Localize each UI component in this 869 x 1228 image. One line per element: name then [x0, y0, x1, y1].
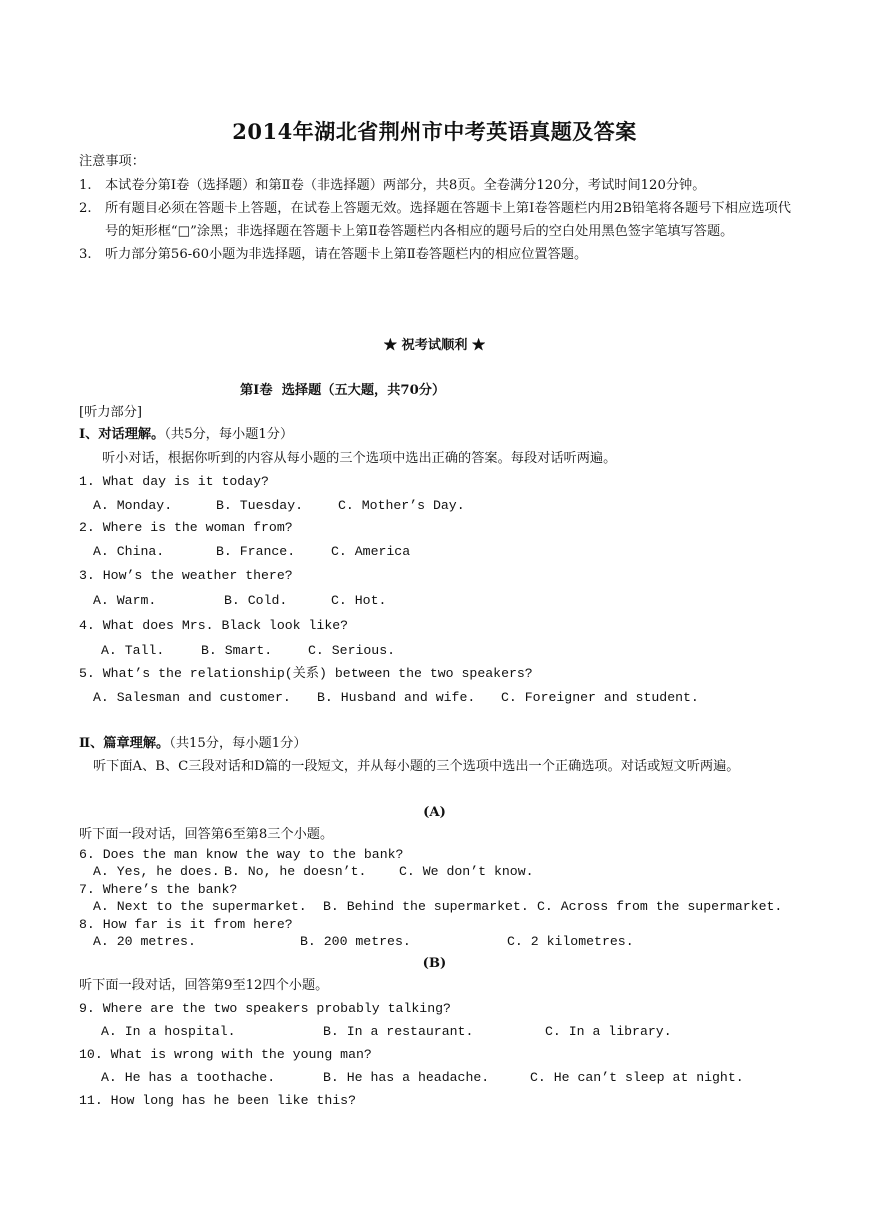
part1-heading: 第Ⅰ卷 选择题（五大题，共70分）	[240, 383, 446, 398]
note-text: 听力部分第56-60小题为非选择题，请在答题卡上第Ⅱ卷答题栏内的相应位置答题。	[105, 247, 588, 262]
listening-label: [听力部分]	[79, 405, 143, 420]
option-c: C. America	[331, 544, 411, 559]
option-a: A. Next to the supermarket.	[93, 899, 307, 914]
options-row	[0, 592, 869, 610]
option-a: A. Yes, he does.	[93, 864, 220, 879]
option-b: B. In a restaurant.	[323, 1024, 474, 1039]
option-c: C. Across from the supermarket.	[537, 899, 783, 914]
options-row	[0, 543, 869, 561]
section1-heading-rest: （共5分，每小题1分）	[164, 427, 294, 442]
options-row	[0, 497, 869, 515]
option-b: B. Husband and wife.	[317, 690, 476, 705]
page-title: 2014年湖北省荆州市中考英语真题及答案	[232, 119, 637, 144]
note-number: 1.	[79, 178, 92, 193]
option-c: C. He can’t sleep at night.	[530, 1070, 744, 1085]
question: 2. Where is the woman from?	[79, 520, 293, 535]
option-c: C. We don’t know.	[399, 864, 534, 879]
notes-list	[79, 174, 791, 266]
section1-instruction: 听小对话，根据你听到的内容从每小题的三个选项中选出正确的答案。每段对话听两遍。	[102, 451, 617, 466]
section2-heading-bold: Ⅱ、篇章理解。	[79, 736, 170, 751]
section2-heading-rest: （共15分，每小题1分）	[169, 736, 307, 751]
question: 8. How far is it from here?	[79, 917, 293, 932]
note-item	[79, 243, 791, 266]
option-b: B. France.	[216, 544, 296, 559]
option-a: A. He has a toothache.	[101, 1070, 276, 1085]
options-row	[0, 689, 869, 707]
question: 5. What’s the relationship(关系) between the two speakers?	[79, 666, 533, 681]
section2-heading	[79, 735, 307, 753]
option-b: B. 200 metres.	[300, 934, 411, 949]
option-c: C. 2 kilometres.	[507, 934, 634, 949]
part-a-label: (A)	[423, 805, 446, 820]
options-row	[0, 1069, 869, 1087]
note-number: 3.	[79, 247, 92, 262]
option-a: A. 20 metres.	[93, 934, 196, 949]
option-a: A. Monday.	[93, 498, 173, 513]
question: 1. What day is it today?	[79, 474, 269, 489]
question: 10. What is wrong with the young man?	[79, 1047, 372, 1062]
section1-heading	[79, 426, 293, 444]
options-row	[0, 642, 869, 660]
note-text: 本试卷分第Ⅰ卷（选择题）和第Ⅱ卷（非选择题）两部分，共8页。全卷满分120分，考试时间120分钟。	[105, 178, 706, 193]
note-number: 2.	[79, 201, 92, 216]
option-b: B. He has a headache.	[323, 1070, 490, 1085]
options-row	[0, 933, 869, 951]
option-c: C. Mother’s Day.	[338, 498, 465, 513]
question: 4. What does Mrs. Black look like?	[79, 618, 349, 633]
options-row	[0, 863, 869, 881]
option-b: B. No, he doesn’t.	[224, 864, 367, 879]
section1-heading-bold: Ⅰ、对话理解。	[79, 427, 165, 442]
note-item	[79, 174, 791, 197]
option-a: A. Warm.	[93, 593, 157, 608]
note-text: 所有题目必须在答题卡上答题，在试卷上答题无效。选择题在答题卡上第Ⅰ卷答题栏内用2B铅笔将各题号下相应选项代号的矩形框“□”涂黑；非选择题在答题卡上第Ⅱ卷答题栏内各相应的题号后的空白处用黑色签字笔填写答题。	[105, 201, 791, 239]
notes-heading: 注意事项：	[79, 154, 145, 169]
option-c: C. Foreigner and student.	[501, 690, 699, 705]
part-a-intro: 听下面一段对话，回答第6至第8三个小题。	[79, 827, 334, 842]
option-c: C. Hot.	[331, 593, 387, 608]
option-b: B. Cold.	[224, 593, 288, 608]
options-row	[0, 898, 869, 916]
question: 6. Does the man know the way to the bank?	[79, 847, 404, 862]
option-a: A. In a hospital.	[101, 1024, 236, 1039]
question: 9. Where are the two speakers probably talking?	[79, 1001, 451, 1016]
option-a: A. China.	[93, 544, 165, 559]
options-row	[0, 1023, 869, 1041]
part-b-label: (B)	[422, 956, 447, 971]
option-c: C. Serious.	[308, 643, 396, 658]
note-item	[79, 197, 791, 243]
question: 3. How’s the weather there?	[79, 568, 293, 583]
option-a: A. Tall.	[101, 643, 165, 658]
option-a: A. Salesman and customer.	[93, 690, 291, 705]
section2-instruction: 听下面A、B、C三段对话和D篇的一段短文，并从每小题的三个选项中选出一个正确选项。对话或短文听两遍。	[93, 759, 740, 774]
option-b: B. Smart.	[201, 643, 273, 658]
question: 7. Where’s the bank?	[79, 882, 238, 897]
option-b: B. Behind the supermarket.	[323, 899, 529, 914]
option-b: B. Tuesday.	[216, 498, 304, 513]
option-c: C. In a library.	[545, 1024, 672, 1039]
part-b-intro: 听下面一段对话，回答第9至12四个小题。	[79, 978, 329, 993]
question: 11. How long has he been like this?	[79, 1093, 356, 1108]
blessing-line: ★ 祝考试顺利 ★	[383, 338, 486, 353]
